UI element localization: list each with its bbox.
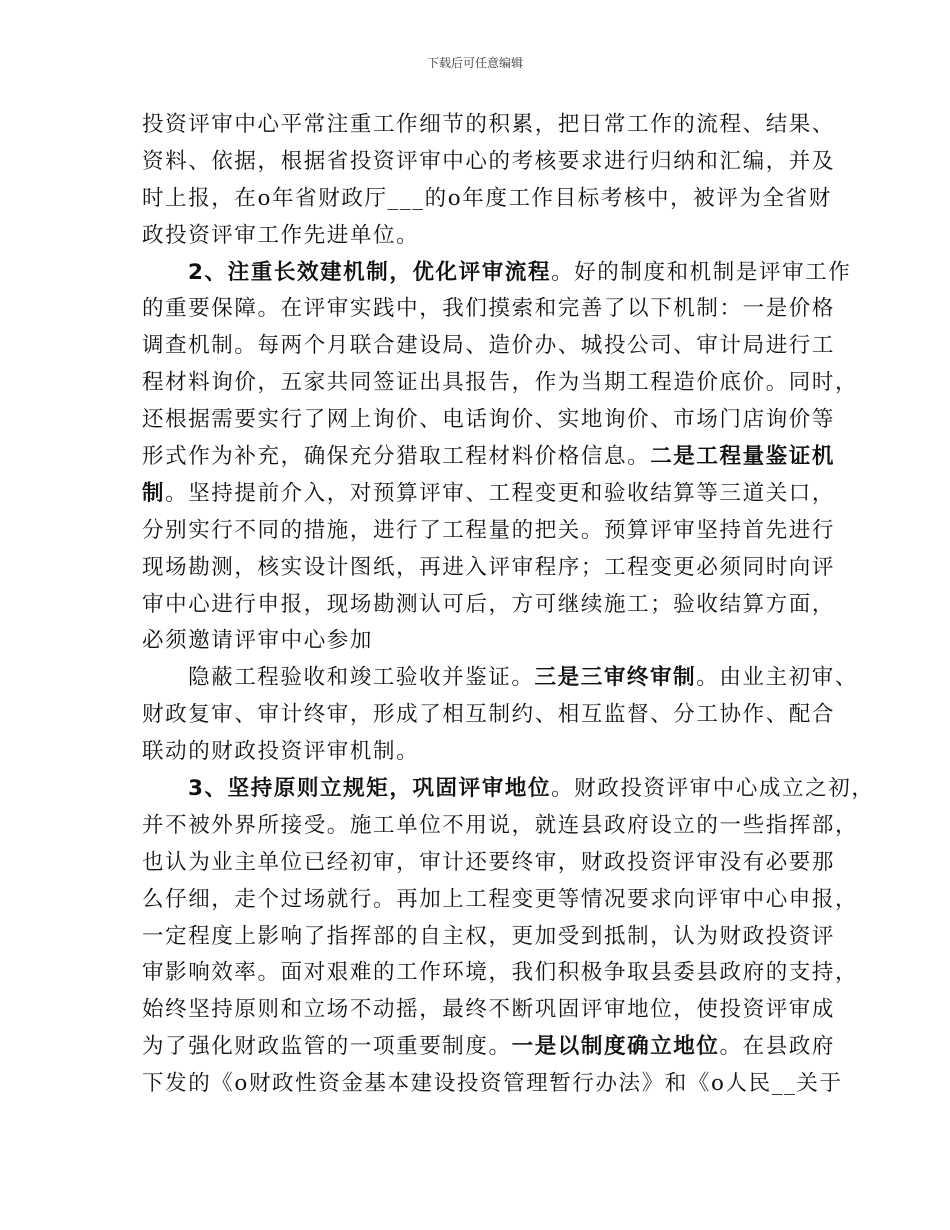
section-heading: 2、注重长效建机制，优化评审流程: [188, 259, 552, 285]
line-text: 并不被外界所接受。施工单位不用说，就连县政府设立的一些指挥部，: [142, 812, 859, 838]
line-text: 政投资评审工作先进单位。: [142, 222, 420, 248]
line-text: 。财政投资评审中心成立之初，: [551, 776, 875, 802]
line-text: 程材料询价，五家共同签证出具报告，作为当期工程造价底价。同时，: [142, 370, 859, 396]
text-line: [142, 845, 836, 882]
section-heading: 3、坚持原则立规矩，巩固评审地位: [188, 776, 552, 802]
line-text: 联动的财政投资评审机制。: [142, 739, 420, 765]
text-line: [142, 513, 836, 550]
line-text: 形式作为补充，确保充分猎取工程材料价格信息。: [142, 444, 651, 470]
line-text: 投资评审中心平常注重工作细节的积累，把日常工作的流程、结果、: [142, 112, 836, 137]
text-line: [142, 734, 814, 771]
bold-phrase: 三是三审终审制: [534, 665, 697, 691]
line-text: 。由业主初审、: [696, 665, 858, 691]
text-line: [142, 992, 836, 1029]
text-line: [142, 365, 859, 402]
text-line: [142, 697, 836, 734]
line-text: 资料、依据，根据省投资评审中心的考核要求进行归纳和汇编，并及: [142, 148, 836, 174]
line-text: 也认为业主单位已经初审，审计还要终审，财政投资评审没有必要那: [142, 849, 836, 875]
line-text: 么仔细，走个过场就行。再加上工程变更等情况要求向评审中心申报，: [142, 886, 859, 912]
line-text: 。好的制度和机制是评审工作: [551, 259, 852, 285]
line-text: 。坚持提前介入，对预算评审、工程变更和验收结算等三道关口，: [165, 480, 836, 506]
line-text: 现场勘测，核实设计图纸，再进入评审程序；工程变更必须同时向评: [142, 554, 836, 580]
line-text: 为了强化财政监管的一项重要制度。: [142, 1034, 512, 1060]
text-line: [142, 587, 836, 624]
line-text: 。在县政府: [719, 1034, 836, 1060]
text-line: [142, 550, 836, 587]
text-line: [142, 476, 836, 513]
line-text: 的重要保障。在评审实践中，我们摸索和完善了以下机制：一是价格: [142, 296, 836, 322]
line-text: 分别实行不同的措施，进行了工程量的把关。预算评审坚持首先进行: [142, 517, 836, 543]
document-body: [142, 107, 875, 1103]
text-line: [142, 1066, 843, 1103]
text-line: [142, 808, 859, 845]
text-line: [142, 882, 859, 919]
text-line: [142, 660, 858, 697]
line-text: 财政复审、审计终审，形成了相互制约、相互监督、分工协作、配合: [142, 702, 836, 728]
line-text: 必须邀请评审中心参加: [142, 628, 374, 654]
bold-phrase: 二是工程量鉴证机: [650, 444, 836, 470]
line-text: 还根据需要实行了网上询价、电话询价、实地询价、市场门店询价等: [142, 407, 836, 433]
text-line: [142, 328, 836, 365]
line-text: 一定程度上影响了指挥部的自主权，更加受到抵制，认为财政投资评: [142, 923, 836, 949]
bold-phrase: 制: [142, 480, 166, 506]
text-line: [142, 107, 836, 144]
page-header-note: 下载后可任意编辑: [426, 56, 523, 70]
text-line: [142, 919, 836, 956]
text-line: [142, 218, 814, 255]
line-text: 隐蔽工程验收和竣工验收并鉴证。: [188, 665, 535, 691]
text-line: [142, 291, 836, 328]
paragraph-2-heading-line: [142, 255, 852, 292]
paragraph-3-heading-line: [142, 771, 875, 808]
text-line: [142, 955, 859, 992]
line-text: 时上报，在o年省财政厅___的o年度工作目标考核中，被评为全省财: [142, 185, 832, 211]
line-text: 审影响效率。面对艰难的工作环境，我们积极争取县委县政府的支持，: [142, 960, 859, 986]
line-text: 下发的《o财政性资金基本建设投资管理暂行办法》和《o人民__关于: [142, 1071, 843, 1097]
text-line: [142, 402, 836, 439]
text-line: [142, 439, 836, 476]
text-line: [142, 181, 832, 218]
text-line: [142, 623, 814, 660]
line-text: 始终坚持原则和立场不动摇，最终不断巩固评审地位，使投资评审成: [142, 997, 836, 1023]
line-text: 调查机制。每两个月联合建设局、造价办、城投公司、审计局进行工: [142, 333, 836, 359]
line-text: 审中心进行申报，现场勘测认可后，方可继续施工；验收结算方面，: [142, 591, 836, 617]
text-line: [142, 144, 836, 181]
text-line: [142, 1029, 836, 1066]
bold-phrase: 一是以制度确立地位: [511, 1034, 720, 1060]
